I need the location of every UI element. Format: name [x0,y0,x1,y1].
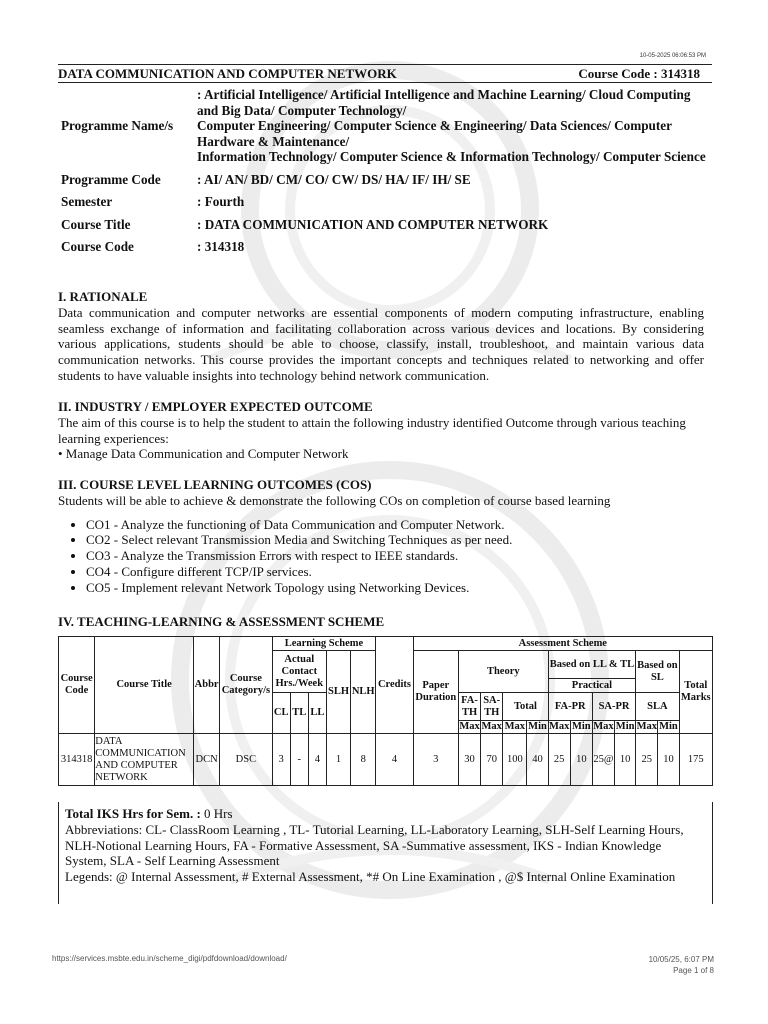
rationale-heading: I. RATIONALE [58,289,148,304]
semester-value: : Fourth [197,194,245,209]
header-min: Min [528,721,547,732]
programme-code-row [58,166,712,189]
course-outcomes-list [58,517,704,596]
footer-meta [649,954,714,976]
industry-outcome-text: The aim of this course is to help the student to attain the following industry identified Outcome through various teaching learning experiences: [58,414,686,446]
header-max: Max [481,721,502,732]
iks-hours [65,806,706,822]
header-based-ll-tl: Based on LL & TL [548,651,636,679]
header-theory: Theory [458,651,548,693]
header-max: Max [548,721,570,732]
header-min: Min [615,721,635,732]
header-fa-pr: FA-PR [548,693,592,721]
list-item: • CO4 - Configure different TCP/IP services. [86,564,704,580]
list-item: • CO3 - Analyze the Transmission Errors with respect to IEEE standards. [86,548,704,564]
rationale-text: Data communication and computer networks are essential components of modern computing infrastructure, enabling seamless exchange of information and facilitating collaboration across various devices and locations. By considering various applications, students should be able to choose, classify, install, troubleshoot, and maintain various data communication networks. This course provides the important concepts and techniques related to networking and offer students to have valuable insights into technology behind network communication. [58,304,704,383]
header-practical: Practical [548,679,636,693]
header-nlh: NLH [351,651,376,734]
programme-names-value [194,86,712,166]
cell-sa-pr-max: 25@ [592,734,614,786]
industry-outcome-section [58,399,704,462]
course-title-value: : DATA COMMUNICATION AND COMPUTER NETWORK [197,216,549,232]
programme-names-row [58,86,712,166]
abbreviations-text: Abbreviations: CL- ClassRoom Learning , TL- Tutorial Learning, LL-Laboratory Learning, SLH-Self Learning Hours, NLH-Notional Learning Hours, FA - Formative Assessment, SA -Summative assessment, IKS - Indian Knowledge System, SLA - Self Learning Assessment [65,821,684,869]
list-item: • CO1 - Analyze the functioning of Data Communication and Computer Network. [86,517,704,533]
header-based-sl: Based on SL [636,651,679,693]
cell-sa-th-max: 70 [481,734,503,786]
header-assessment-scheme: Assessment Scheme [413,637,712,651]
course-code-header: Course Code : 314318 [578,65,700,81]
scheme-heading: IV. TEACHING-LEARNING & ASSESSMENT SCHEME [58,614,385,629]
header-min: Min [659,721,678,732]
rationale-section [58,289,704,384]
industry-outcome-bullet: • Manage Data Communication and Computer Network [58,446,349,462]
header-slh: SLH [326,651,350,734]
semester-row [58,188,712,211]
cell-total-min: 40 [527,734,548,786]
course-outcomes-heading: III. COURSE LEVEL LEARNING OUTCOMES (COS) [58,477,372,492]
cell-nlh: 8 [351,734,376,786]
footer-datetime: 10/05/25, 6:07 PM [648,955,714,964]
programme-code-value: : AI/ AN/ BD/ CM/ CO/ CW/ DS/ HA/ IF/ IH/ SE [197,171,471,187]
header-sa-th: SA-TH [481,693,503,721]
header-max: Max [459,721,480,732]
iks-value: 0 Hrs [200,806,233,821]
course-code-label: Course Code [61,239,134,254]
header-course-code: Course Code [59,637,95,734]
cell-sla-min: 10 [658,734,679,786]
header-paper-duration: Paper Duration [413,651,458,734]
semester-label: Semester [61,194,113,209]
header-actual-contact: Actual Contact Hrs./Week [272,651,326,693]
header-course-title: Course Title [95,637,194,734]
header-total: Total [503,693,548,721]
course-outcomes-section [58,477,704,596]
cell-total-marks: 175 [679,734,712,786]
cell-fa-th-max: 30 [458,734,480,786]
table-row [59,734,713,786]
course-outcomes-text: Students will be able to achieve & demonstrate the following COs on completion of course based learning [58,492,611,508]
programme-code-label: Programme Code [61,171,161,187]
list-item: • CO5 - Implement relevant Network Topology using Networking Devices. [86,580,704,596]
industry-outcome-heading: II. INDUSTRY / EMPLOYER EXPECTED OUTCOME [58,399,373,414]
legends-text: Legends: @ Internal Assessment, # External Assessment, *# On Line Examination , @$ Internal Online Examination [65,869,676,885]
list-item: • CO2 - Select relevant Transmission Media and Switching Techniques as per need. [86,532,704,548]
header-learning-scheme: Learning Scheme [272,637,376,651]
cell-sla-max: 25 [636,734,658,786]
header-fa-th: FA-TH [458,693,480,721]
assessment-scheme-table [58,636,713,786]
header-tl: TL [290,693,308,734]
cell-slh: 1 [326,734,350,786]
cell-tl: - [290,734,308,786]
header-min: Min [571,721,591,732]
footer-page-number: Page 1 of 8 [673,966,714,975]
iks-label: Total IKS Hrs for Sem. : [65,806,201,821]
programme-names-label: Programme Name/s [61,118,174,133]
header-max: Max [504,721,526,732]
cell-title: DATA COMMUNICATION AND COMPUTER NETWORK [95,734,194,786]
cell-fa-pr-min: 10 [570,734,592,786]
scheme-notes [58,802,713,904]
course-code-value: : 314318 [197,239,245,254]
header-sla: SLA [636,693,679,721]
cell-cl: 3 [272,734,290,786]
course-code-row [58,233,712,256]
header-total-marks: Total Marks [679,651,712,734]
cell-abbr: DCN [194,734,220,786]
header-cl: CL [272,693,290,734]
cell-paper-duration: 3 [413,734,458,786]
scheme-section [58,614,704,630]
header-ll: LL [308,693,326,734]
header-category: Course Category/s [220,637,272,734]
header-credits: Credits [376,637,413,734]
cell-category: DSC [220,734,272,786]
programme-names-line-3: Information Technology/ Computer Science & Information Technology/ Computer Science [197,149,706,164]
footer-url: https://services.msbte.edu.in/scheme_digi/pdfdownload/download/ [52,954,287,963]
programme-names-line-2: Computer Engineering/ Computer Science & Engineering/ Data Sciences/ Computer Hardware & Maintenance/ [197,118,672,149]
cell-ll: 4 [308,734,326,786]
course-title-bar [58,64,712,83]
course-title-row [58,211,712,234]
header-max: Max [593,721,614,732]
header-abbr: Abbr [194,637,220,734]
cell-sa-pr-min: 10 [615,734,636,786]
cell-code: 314318 [59,734,95,786]
programme-names-line-1: : Artificial Intelligence/ Artificial Intelligence and Machine Learning/ Cloud Computing and Big Data/ Computer Technology/ [197,87,691,118]
cell-fa-pr-max: 25 [548,734,570,786]
course-title-label: Course Title [61,216,131,232]
cell-total-max: 100 [503,734,527,786]
course-name-header: DATA COMMUNICATION AND COMPUTER NETWORK [58,65,397,81]
course-info-table [58,86,712,256]
generated-timestamp: 10-05-2025 06:06:53 PM [639,53,706,59]
cell-credits: 4 [376,734,413,786]
header-sa-pr: SA-PR [592,693,635,721]
header-max: Max [636,721,657,732]
